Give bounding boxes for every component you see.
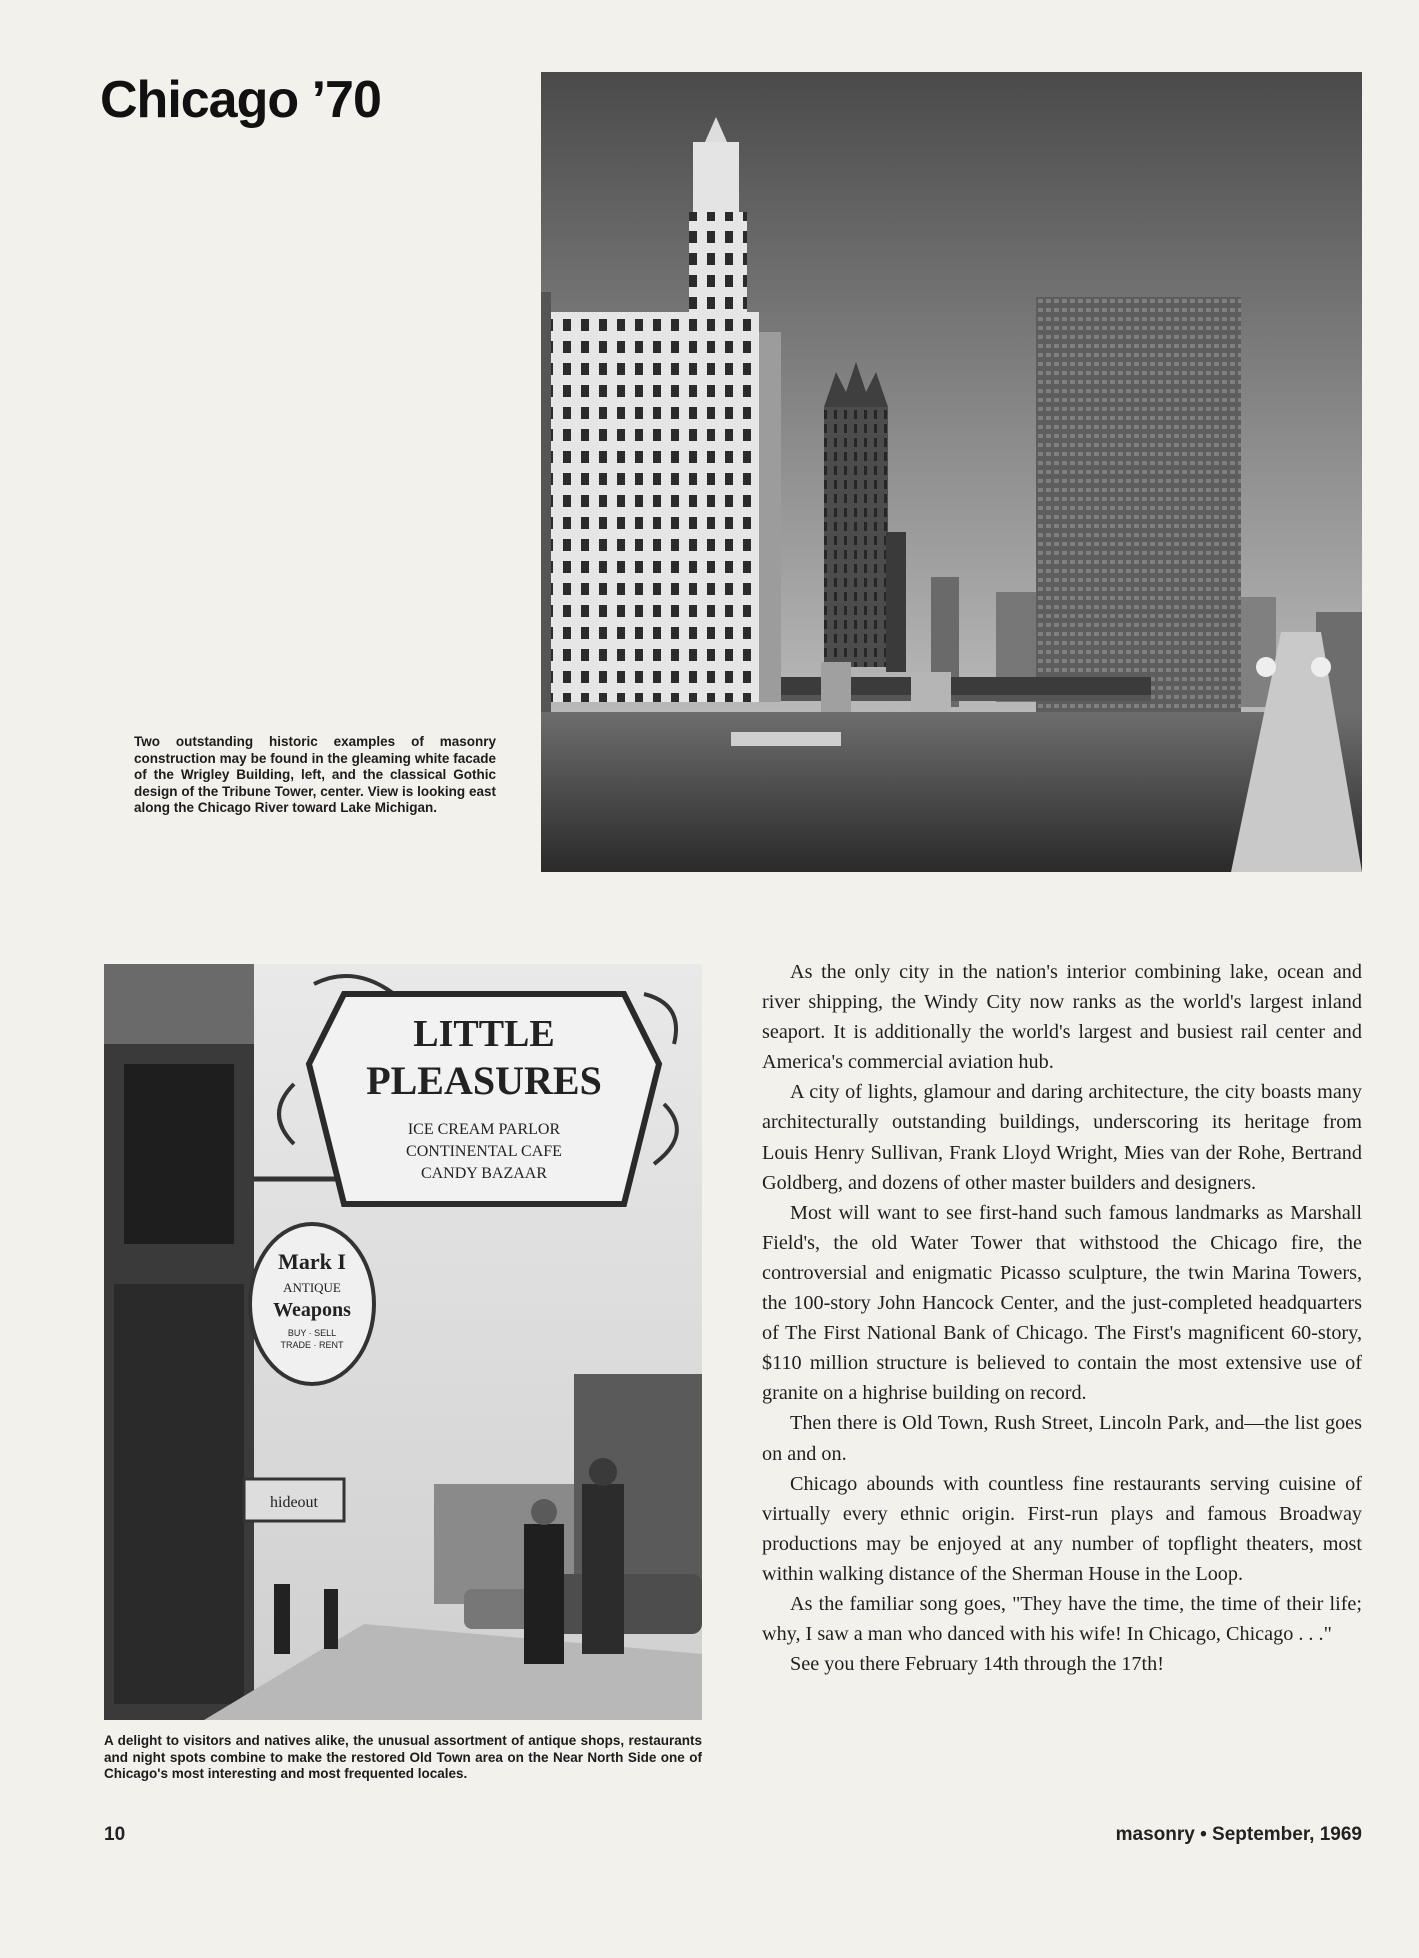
top-photo-caption: Two outstanding historic examples of masonry construction may be found in the gleaming white facade of the Wrigley Building, left, and the classical Gothic design of the Tribune Tower, center. View is looking east along the Chicago River toward Lake Michigan. bbox=[134, 734, 496, 815]
article-paragraph: As the only city in the nation's interior combining lake, ocean and river shipping, the Windy City now ranks as the world's largest inland seaport. It is additionally the world's largest and busiest rail center and America's commercial aviation hub. bbox=[762, 961, 1362, 1074]
footer-publication: masonry • September, 1969 bbox=[1115, 1824, 1362, 1845]
hideout-sign: hideout bbox=[270, 1494, 318, 1511]
article-paragraph: A city of lights, glamour and daring architecture, the city boasts many architecturally outstanding buildings, underscoring its heritage from Louis Henry Sullivan, Frank Lloyd Wright, Mies van der Rohe, Bertrand Goldberg, and dozens of other master builders and designers. bbox=[762, 1081, 1362, 1194]
sign-sub-2: CONTINENTAL CAFE bbox=[406, 1143, 562, 1160]
article-body bbox=[762, 957, 1362, 1679]
small-sign-3: Weapons bbox=[273, 1299, 351, 1321]
street-scene-photo-icon bbox=[104, 964, 702, 1720]
article-paragraph: As the familiar song goes, "They have the time, the time of their life; why, I saw a man who danced with his wife! In Chicago, Chicago . . ." bbox=[762, 1592, 1362, 1646]
city-skyline-photo-icon bbox=[541, 72, 1362, 872]
city-skyline-photo bbox=[541, 72, 1362, 872]
sign-line-1: LITTLE bbox=[413, 1013, 555, 1055]
small-sign-5: TRADE · RENT bbox=[280, 1340, 344, 1350]
sign-sub-1: ICE CREAM PARLOR bbox=[407, 1121, 561, 1138]
article-paragraph: Chicago abounds with countless fine restaurants serving cuisine of virtually every ethnic origin. First-run plays and famous Broadway productions may be enjoyed at any number of topflight theaters, most within walking distance of the Sherman House in the Loop. bbox=[762, 1472, 1362, 1585]
small-sign-4: BUY · SELL bbox=[287, 1328, 337, 1338]
street-scene-photo bbox=[104, 964, 702, 1720]
article-paragraph: Then there is Old Town, Rush Street, Lincoln Park, and—the list goes on and on. bbox=[762, 1412, 1362, 1465]
small-sign-1: Mark I bbox=[278, 1249, 346, 1274]
sign-line-2: PLEASURES bbox=[366, 1058, 602, 1103]
article-paragraph: Most will want to see first-hand such famous landmarks as Marshall Field's, the old Water Tower that withstood the Chicago fire, the controversial and enigmatic Picasso sculpture, the twin Marina Towers, the 100-story John Hancock Center, and the just-completed headquarters of The First National Bank of Chicago. The First's magnificent 60-story, $110 million structure is believed to contain the most extensive use of granite on a highrise building on record. bbox=[762, 1201, 1362, 1405]
bottom-photo-caption: A delight to visitors and natives alike, the unusual assortment of antique shops, restaurants and night spots combine to make the restored Old Town area on the Near North Side one of Chicago's most interesting and most frequented locales. bbox=[104, 1733, 702, 1781]
page-title: Chicago ’70 bbox=[100, 71, 381, 129]
small-sign-2: ANTIQUE bbox=[283, 1280, 341, 1295]
page-number: 10 bbox=[104, 1824, 126, 1845]
article-paragraph: See you there February 14th through the 17th! bbox=[790, 1653, 1164, 1676]
sign-sub-3: CANDY BAZAAR bbox=[420, 1165, 548, 1182]
